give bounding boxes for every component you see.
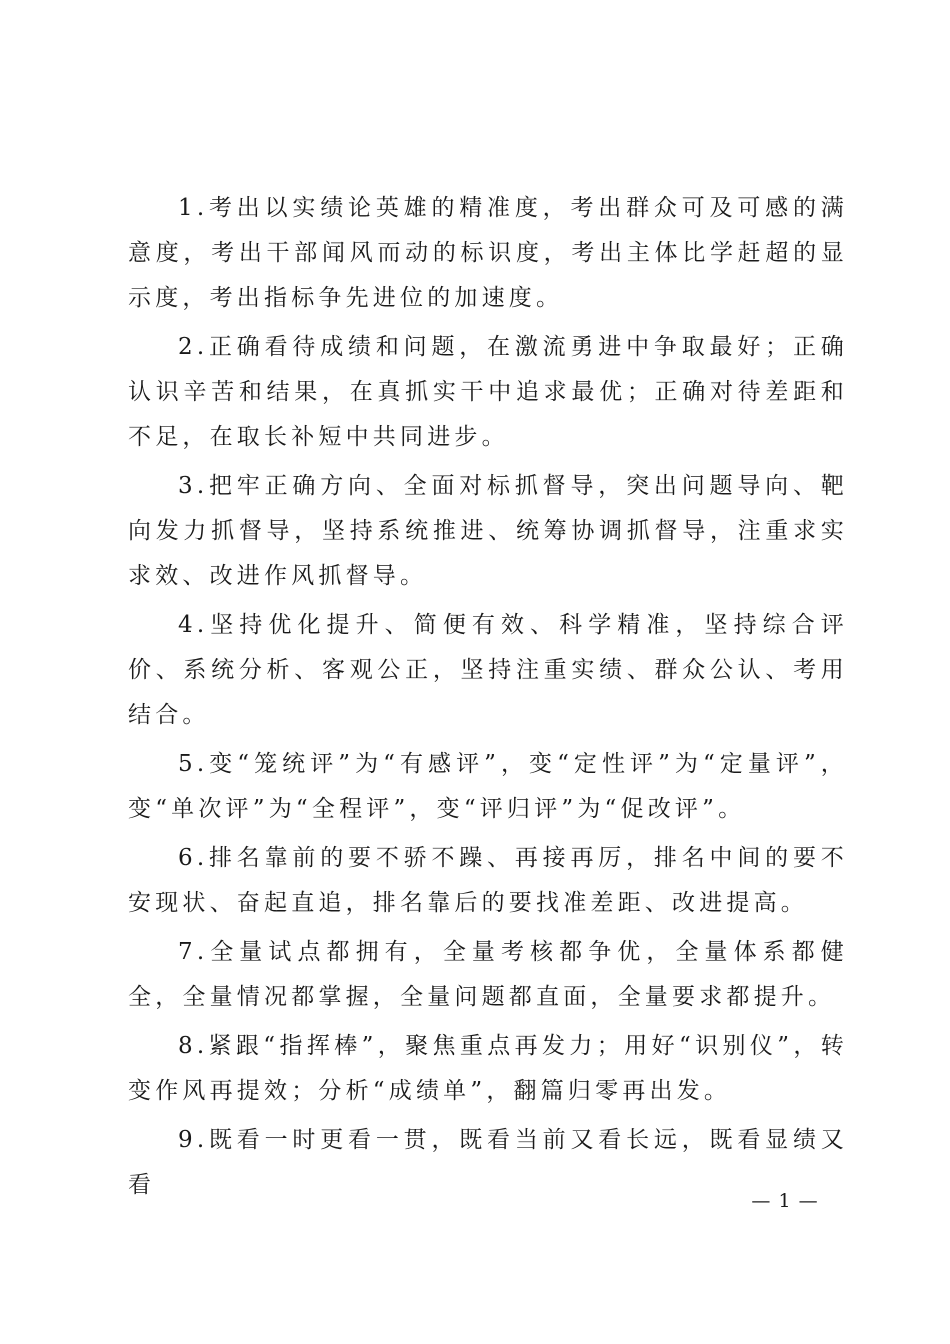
paragraph-6: 6.排名靠前的要不骄不躁、再接再厉，排名中间的要不安现状、奋起直追，排名靠后的要找准差距、改进提高。 — [128, 845, 848, 916]
paragraph-8: 8.紧跟“指挥棒”，聚焦重点再发力；用好“识别仪”，转变作风再提效；分析“成绩单”，翻篇归零再出发。 — [128, 1033, 848, 1104]
paragraph-7: 7.全量试点都拥有，全量考核都争优，全量体系都健全，全量情况都掌握，全量问题都直面，全量要求都提升。 — [128, 939, 848, 1010]
paragraph-5: 5.变“笼统评”为“有感评”，变“定性评”为“定量评”，变“单次评”为“全程评”，变“评归评”为“促改评”。 — [128, 751, 848, 822]
paragraph-2: 2.正确看待成绩和问题，在激流勇进中争取最好；正确认识辛苦和结果，在真抓实干中追求最优；正确对待差距和不足，在取长补短中共同进步。 — [128, 334, 848, 450]
paragraph-4: 4.坚持优化提升、简便有效、科学精准，坚持综合评价、系统分析、客观公正，坚持注重实绩、群众公认、考用结合。 — [128, 612, 848, 728]
document-body — [128, 186, 848, 1212]
paragraph-1: 1.考出以实绩论英雄的精准度，考出群众可及可感的满意度，考出干部闻风而动的标识度，考出主体比学赶超的显示度，考出指标争先进位的加速度。 — [128, 195, 848, 311]
paragraph-3: 3.把牢正确方向、全面对标抓督导，突出问题导向、靶向发力抓督导，坚持系统推进、统筹协调抓督导，注重求实求效、改进作风抓督导。 — [128, 473, 848, 589]
paragraph-9: 9.既看一时更看一贯，既看当前又看长远，既看显绩又看 — [128, 1127, 848, 1198]
page-number: — 1 — — [751, 1190, 819, 1212]
